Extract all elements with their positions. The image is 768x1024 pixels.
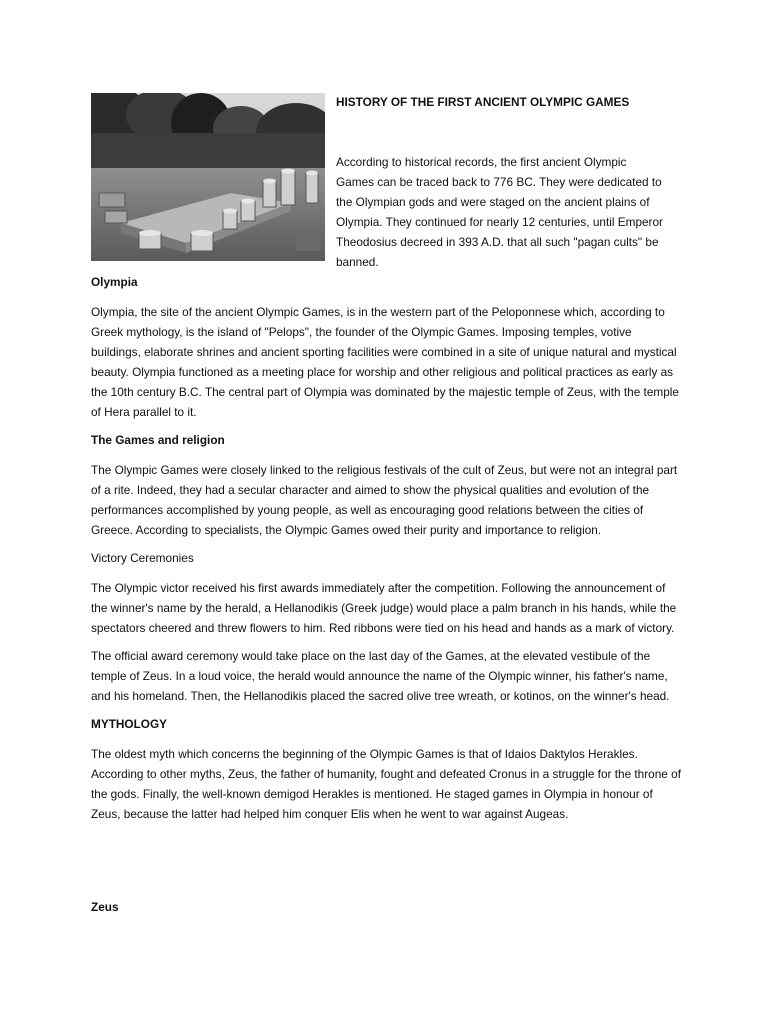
section-heading-olympia: Olympia <box>91 275 138 289</box>
section-heading-zeus: Zeus <box>91 900 119 914</box>
mythology-paragraph: The oldest myth which concerns the beginning of the Olympic Games is that of Idaios Daktylos Herakles. According to other myths, Zeus, the father of humanity, fought and defeated Cronus in a struggle for the throne of the gods. Finally, the well-known demigod Herakles is mentioned. He staged games in Olympia in honour of Zeus, because the latter had helped him conquer Elis when he went to war against Augeas. <box>91 747 681 821</box>
intro-paragraph: According to historical records, the first ancient Olympic Games can be traced back to 776 BC. They were dedicated to the Olympian gods and were staged on the ancient plains of Olympia. They continued for nearly 12 centuries, until Emperor Theodosius decreed in 393 A.D. that all such "pagan cults" be banned. <box>336 155 663 269</box>
victory-paragraph-2: The official award ceremony would take place on the last day of the Games, at the elevated vestibule of the temple of Zeus. In a loud voice, the herald would announce the name of the Olympic winner, his father's name, and his homeland. Then, the Hellanodikis placed the sacred olive tree wreath, or kotinos, on the winner's head. <box>91 649 670 703</box>
section-heading-victory: Victory Ceremonies <box>91 551 194 565</box>
document-body <box>91 272 683 832</box>
section-heading-games-religion: The Games and religion <box>91 433 225 447</box>
religion-paragraph: The Olympic Games were closely linked to the religious festivals of the cult of Zeus, but were not an integral part of a rite. Indeed, they had a secular character and aimed to show the physical qualities and evolution of the performances accomplished by young people, as well as encouraging good relations between the cities of Greece. According to specialists, the Olympic Games owed their purity and importance to religion. <box>91 463 678 537</box>
olympia-ruins-photo <box>91 93 325 261</box>
olympia-paragraph: Olympia, the site of the ancient Olympic Games, is in the western part of the Peloponnese which, according to Greek mythology, is the island of "Pelops", the founder of the Olympic Games. Imposing temples, votive buildings, elaborate shrines and ancient sporting facilities were combined in a site of unique natural and mystical beauty. Olympia functioned as a meeting place for worship and other religious and political practices as early as the 10th century B.C. The central part of Olympia was dominated by the majestic temple of Zeus, with the temple of Hera parallel to it. <box>91 305 679 419</box>
section-heading-mythology: MYTHOLOGY <box>91 717 168 731</box>
victory-paragraph-1: The Olympic victor received his first awards immediately after the competition. Following the announcement of the winner's name by the herald, a Hellanodikis (Greek judge) would place a palm branch in his hands, while the spectators cheered and threw flowers to him. Red ribbons were tied on his head and hands as a mark of victory. <box>91 581 677 635</box>
document-title: HISTORY OF THE FIRST ANCIENT OLYMPIC GAMES <box>336 95 630 109</box>
